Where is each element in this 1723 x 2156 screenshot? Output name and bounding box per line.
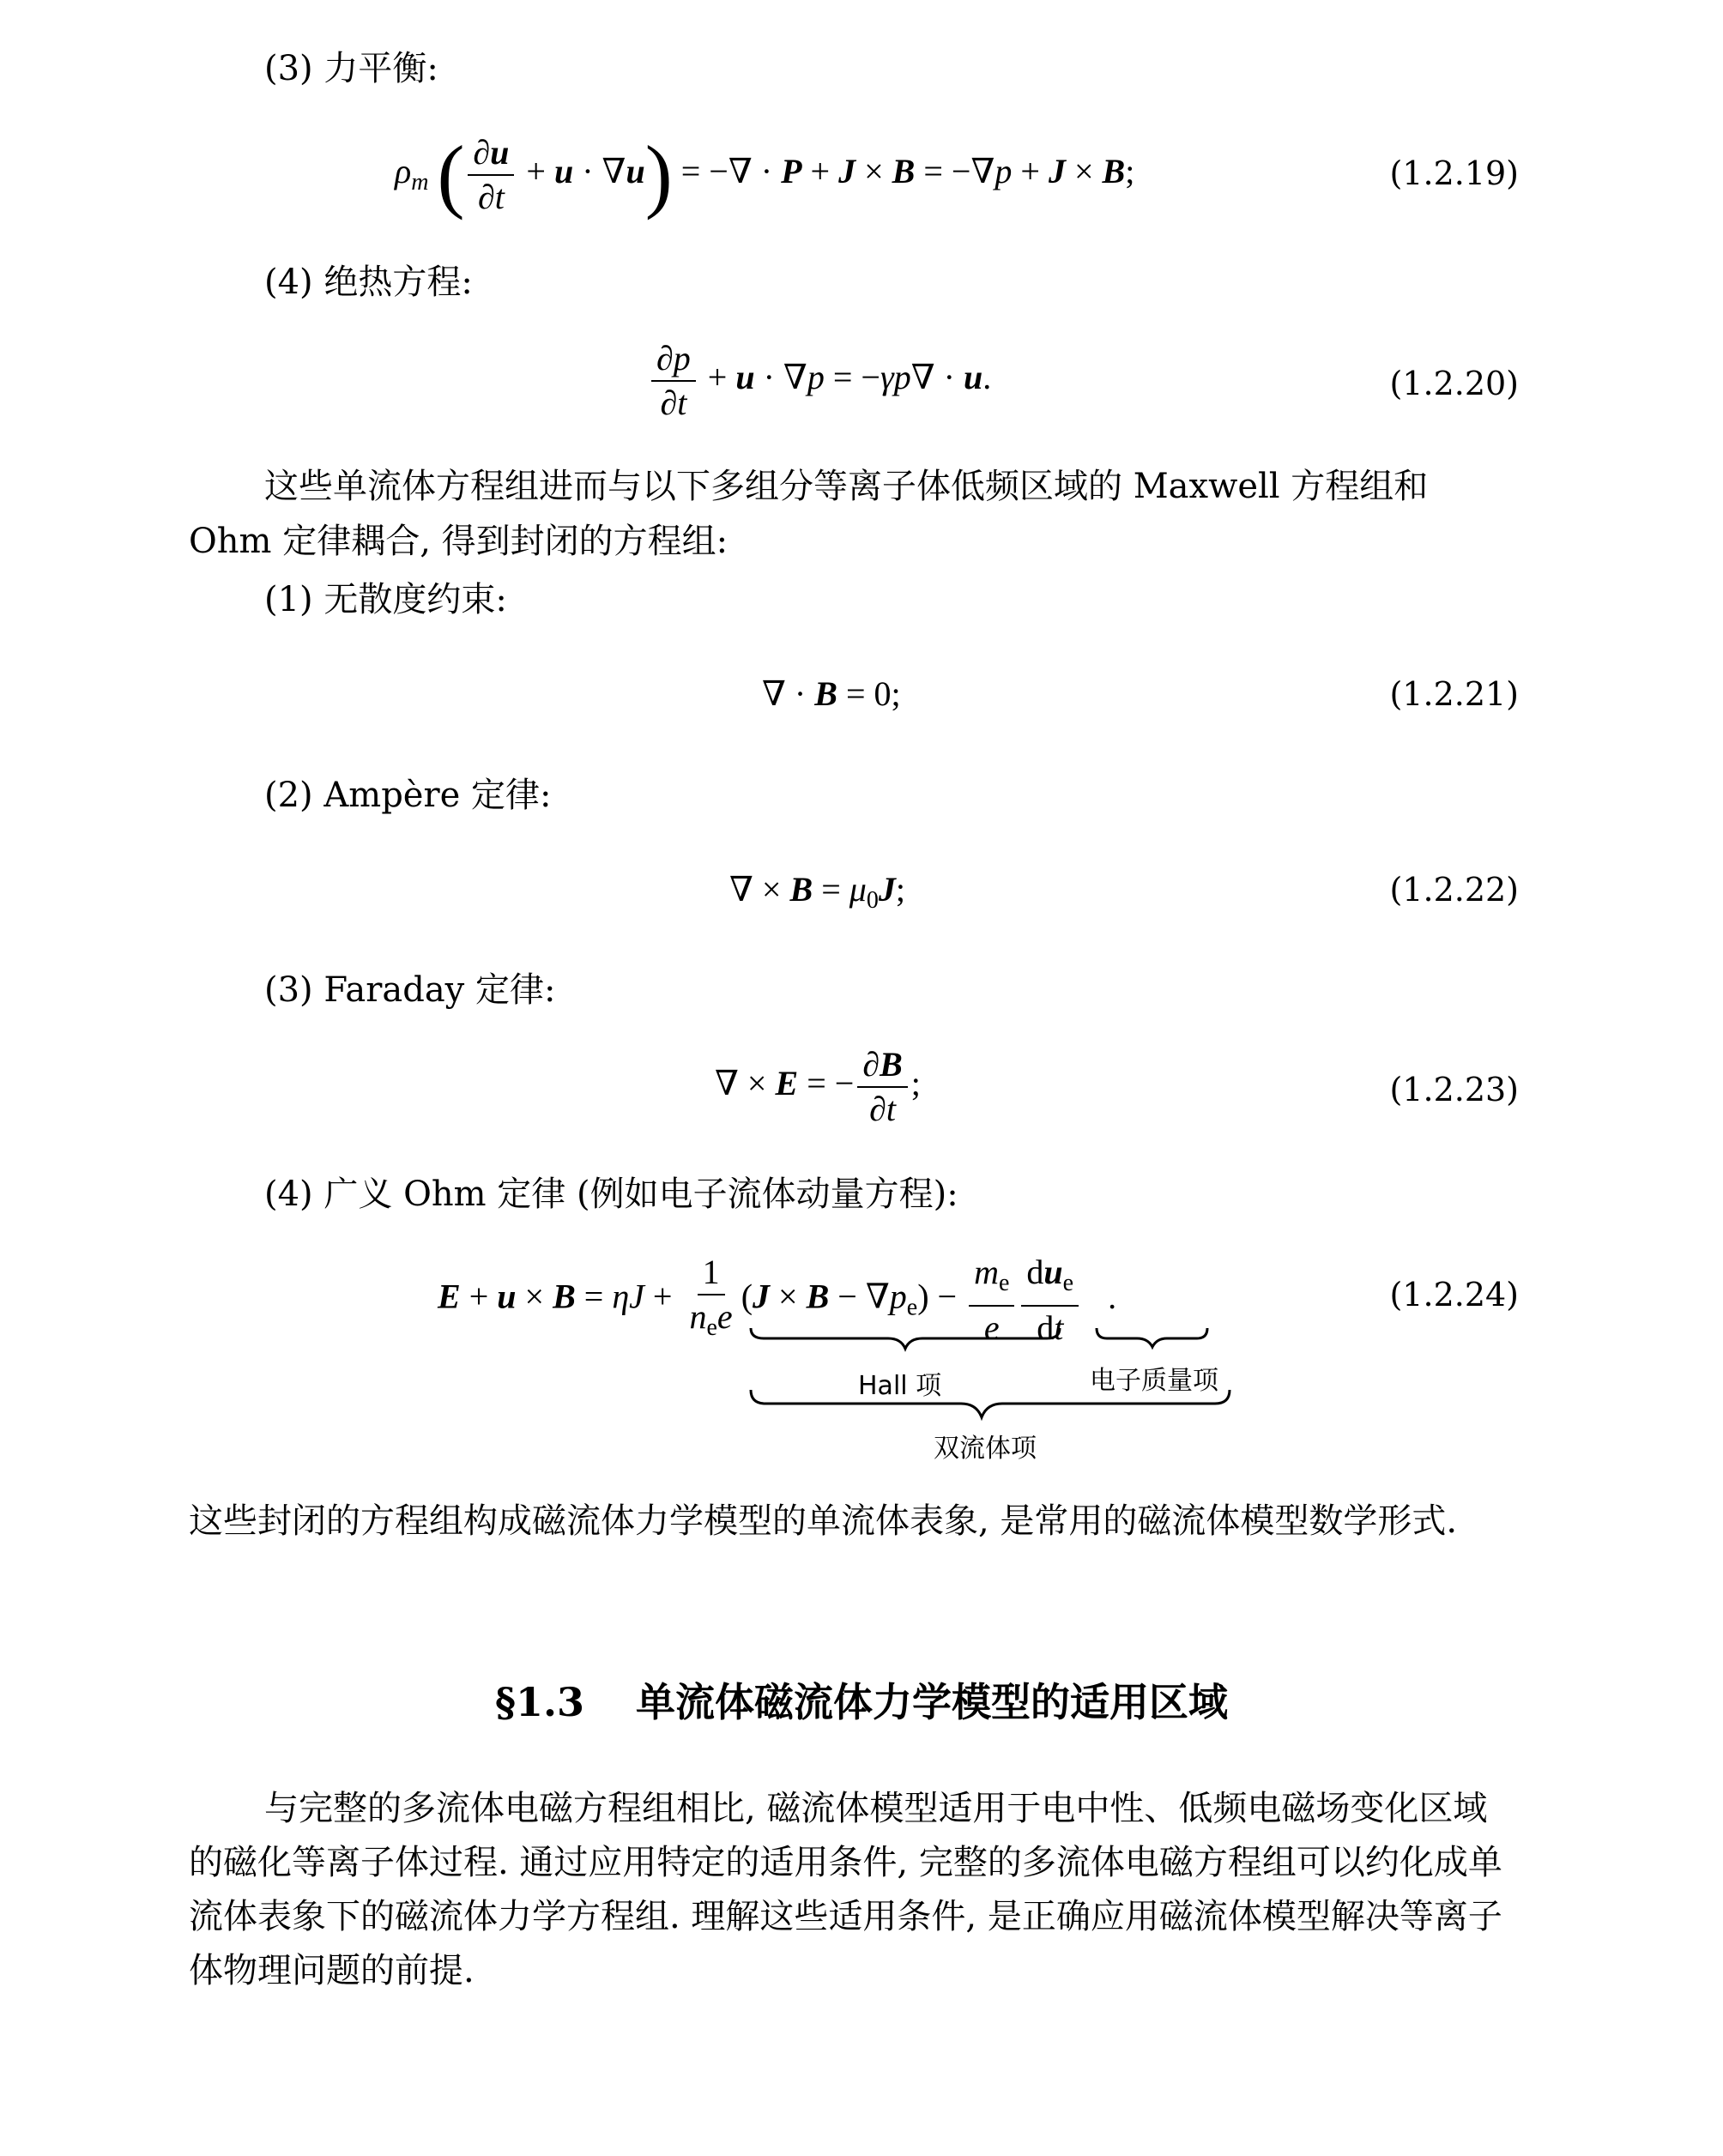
item-faraday: (3) Faraday 定律: — [264, 970, 556, 1010]
item-adiabatic: (4) 绝热方程: — [264, 263, 473, 302]
electron-mass-brace — [1097, 1328, 1207, 1347]
item-div-free: (1) 无散度约束: — [264, 580, 507, 619]
paragraph-closure: 这些封闭的方程组构成磁流体力学模型的单流体表象, 是常用的磁流体模型数学形式. — [189, 1501, 1458, 1541]
equation-1-2-23: ∇ × E = − $\frac{\partial B}{\partial t}$ ; — [715, 1045, 921, 1128]
equation-number-24: (1.2.24) — [1389, 1276, 1519, 1314]
equation-number-21: (1.2.21) — [1389, 675, 1519, 713]
equation-1-2-20: $\frac{\partial p}{\partial t}$ + u · ∇p = −γp∇ · u. — [648, 339, 991, 423]
item-ampere: (2) Ampère 定律: — [264, 776, 552, 815]
equation-1-2-19: $\rho_m$ ( $\frac{\partial u}{\partial t}$ + u · ∇u) = −∇ · P + J × B = −∇p + J × B; — [395, 128, 1135, 220]
paragraph-maxwell-line1: 这些单流体方程组进而与以下多组分等离子体低频区域的 Maxwell 方程组和 — [264, 467, 1429, 506]
equation-number-22: (1.2.22) — [1389, 871, 1519, 909]
section-heading — [0, 1671, 1723, 1728]
equation-1-2-22: ∇ × $B = \mu_0J$; — [729, 870, 905, 914]
hall-brace — [751, 1328, 1060, 1349]
equation-1-2-21: ∇ · B = 0; — [762, 674, 901, 713]
paragraph-maxwell-line2: Ohm 定律耦合, 得到封闭的方程组: — [189, 522, 728, 561]
item-ohm: (4) 广义 Ohm 定律 (例如电子流体动量方程): — [264, 1175, 958, 1214]
item-force-balance: (3) 力平衡: — [264, 49, 438, 88]
equation-1-2-24: E + u × B = ηJ + $\frac{1}{n_ee}$ $(J \times B - \nabla p_e)$ − $\frac{m_e}{e}$ $\frac{du_e}{dt}$ . — [438, 1253, 1117, 1347]
equation-number-20: (1.2.20) — [1389, 365, 1519, 402]
equation-number-19: (1.2.19) — [1389, 154, 1519, 192]
label-hall-term: Hall 项 — [858, 1371, 942, 1401]
label-two-fluid-term: 双流体项 — [934, 1434, 1037, 1464]
section-number: §1.3 — [494, 1679, 585, 1725]
section-title: 单流体磁流体力学模型的适用区域 — [636, 1679, 1229, 1725]
label-electron-mass-term: 电子质量项 — [1090, 1366, 1218, 1396]
equation-number-23: (1.2.23) — [1389, 1071, 1519, 1108]
paragraph-applicability: 与完整的多流体电磁方程组相比, 磁流体模型适用于电中性、低频电磁场变化区域的磁化等离子体过程. 通过应用特定的适用条件, 完整的多流体电磁方程组可以约化成单流体表象下的磁流体力学方程组. 理解这些适用条件, 是正确应用磁流体模型解决等离子体物理问题的前提. — [189, 1789, 1502, 1990]
